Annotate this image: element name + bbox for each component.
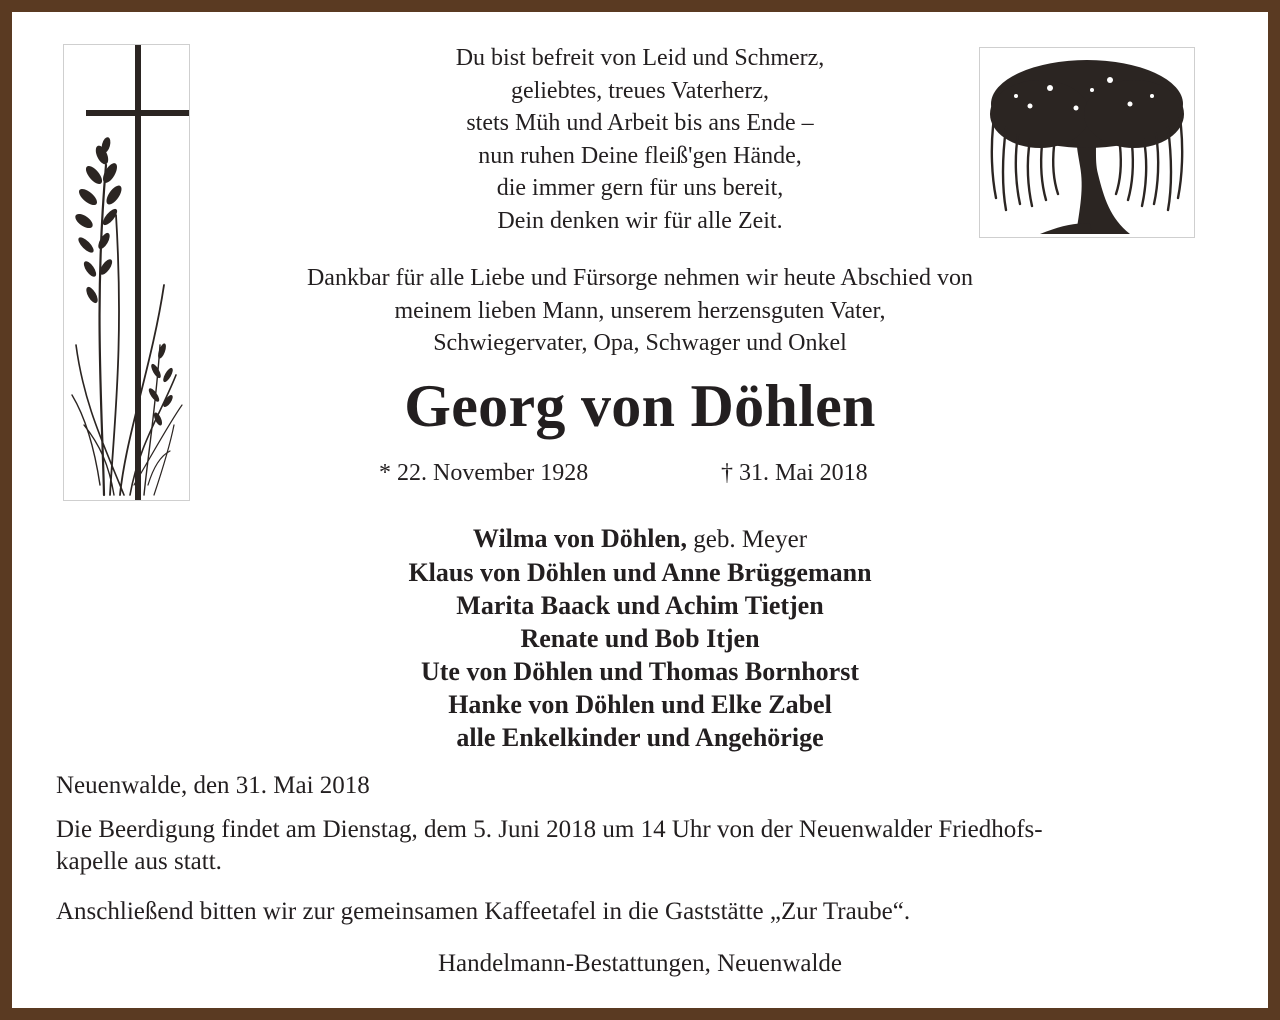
obituary-card	[12, 12, 1268, 1008]
undertaker-credit: Handelmann-Bestattungen, Neuenwalde	[437, 950, 843, 977]
verse-line: stets Müh und Arbeit bis ans Ende –	[466, 110, 814, 137]
cross-with-grass-icon	[63, 44, 190, 501]
intro-line: Schwiegervater, Opa, Schwager und Onkel	[433, 330, 847, 357]
verse-line: geliebtes, treues Vaterherz,	[510, 77, 770, 104]
intro-line: meinem lieben Mann, unserem herzensguten Vater,	[394, 297, 886, 324]
verse-line: Du bist befreit von Leid und Schmerz,	[455, 45, 825, 71]
funeral-line: Die Beerdigung findet am Dienstag, dem 5. Juni 2018 um 14 Uhr von der Neuenwalder Friedhofs-	[56, 816, 1043, 843]
verse-line: Dein denken wir für alle Zeit.	[497, 207, 783, 234]
coffee-reception-notice: Anschließend bitten wir zur gemeinsamen Kaffeetafel in die Gaststätte „Zur Traube“.	[56, 898, 911, 925]
weeping-willow-tree-icon	[979, 47, 1195, 238]
funeral-line: kapelle aus statt.	[56, 848, 222, 875]
mourners-list	[240, 522, 1040, 754]
memorial-verse	[340, 42, 940, 238]
mourner-line: Marita Baack und Achim Tietjen	[456, 591, 824, 620]
mourner-line: alle Enkelkinder und Angehörige	[456, 723, 824, 752]
mourner-line: Ute von Döhlen und Thomas Bornhorst	[420, 657, 859, 686]
mourner-line: Hanke von Döhlen und Elke Zabel	[448, 690, 832, 719]
verse-line: die immer gern für uns bereit,	[496, 175, 784, 202]
mourner-line: Klaus von Döhlen und Anne Brüggemann	[408, 558, 872, 587]
birth-date: * 22. November 1928	[379, 460, 589, 486]
intro-line: Dankbar für alle Liebe und Fürsorge nehmen wir heute Abschied von	[306, 265, 974, 291]
maiden-name-note: geb. Meyer	[686, 526, 808, 553]
mourner-line	[240, 522, 1040, 556]
death-date: † 31. Mai 2018	[721, 460, 868, 486]
mourner-name: Wilma von Döhlen,	[472, 524, 687, 553]
funeral-notice	[56, 814, 1236, 878]
place-and-date: Neuenwalde, den 31. Mai 2018	[56, 772, 370, 799]
farewell-intro	[220, 262, 1060, 360]
mourner-line: Renate und Bob Itjen	[520, 624, 760, 653]
deceased-name: Georg von Döhlen	[404, 373, 876, 439]
verse-line: nun ruhen Deine fleiß'gen Hände,	[478, 142, 802, 169]
